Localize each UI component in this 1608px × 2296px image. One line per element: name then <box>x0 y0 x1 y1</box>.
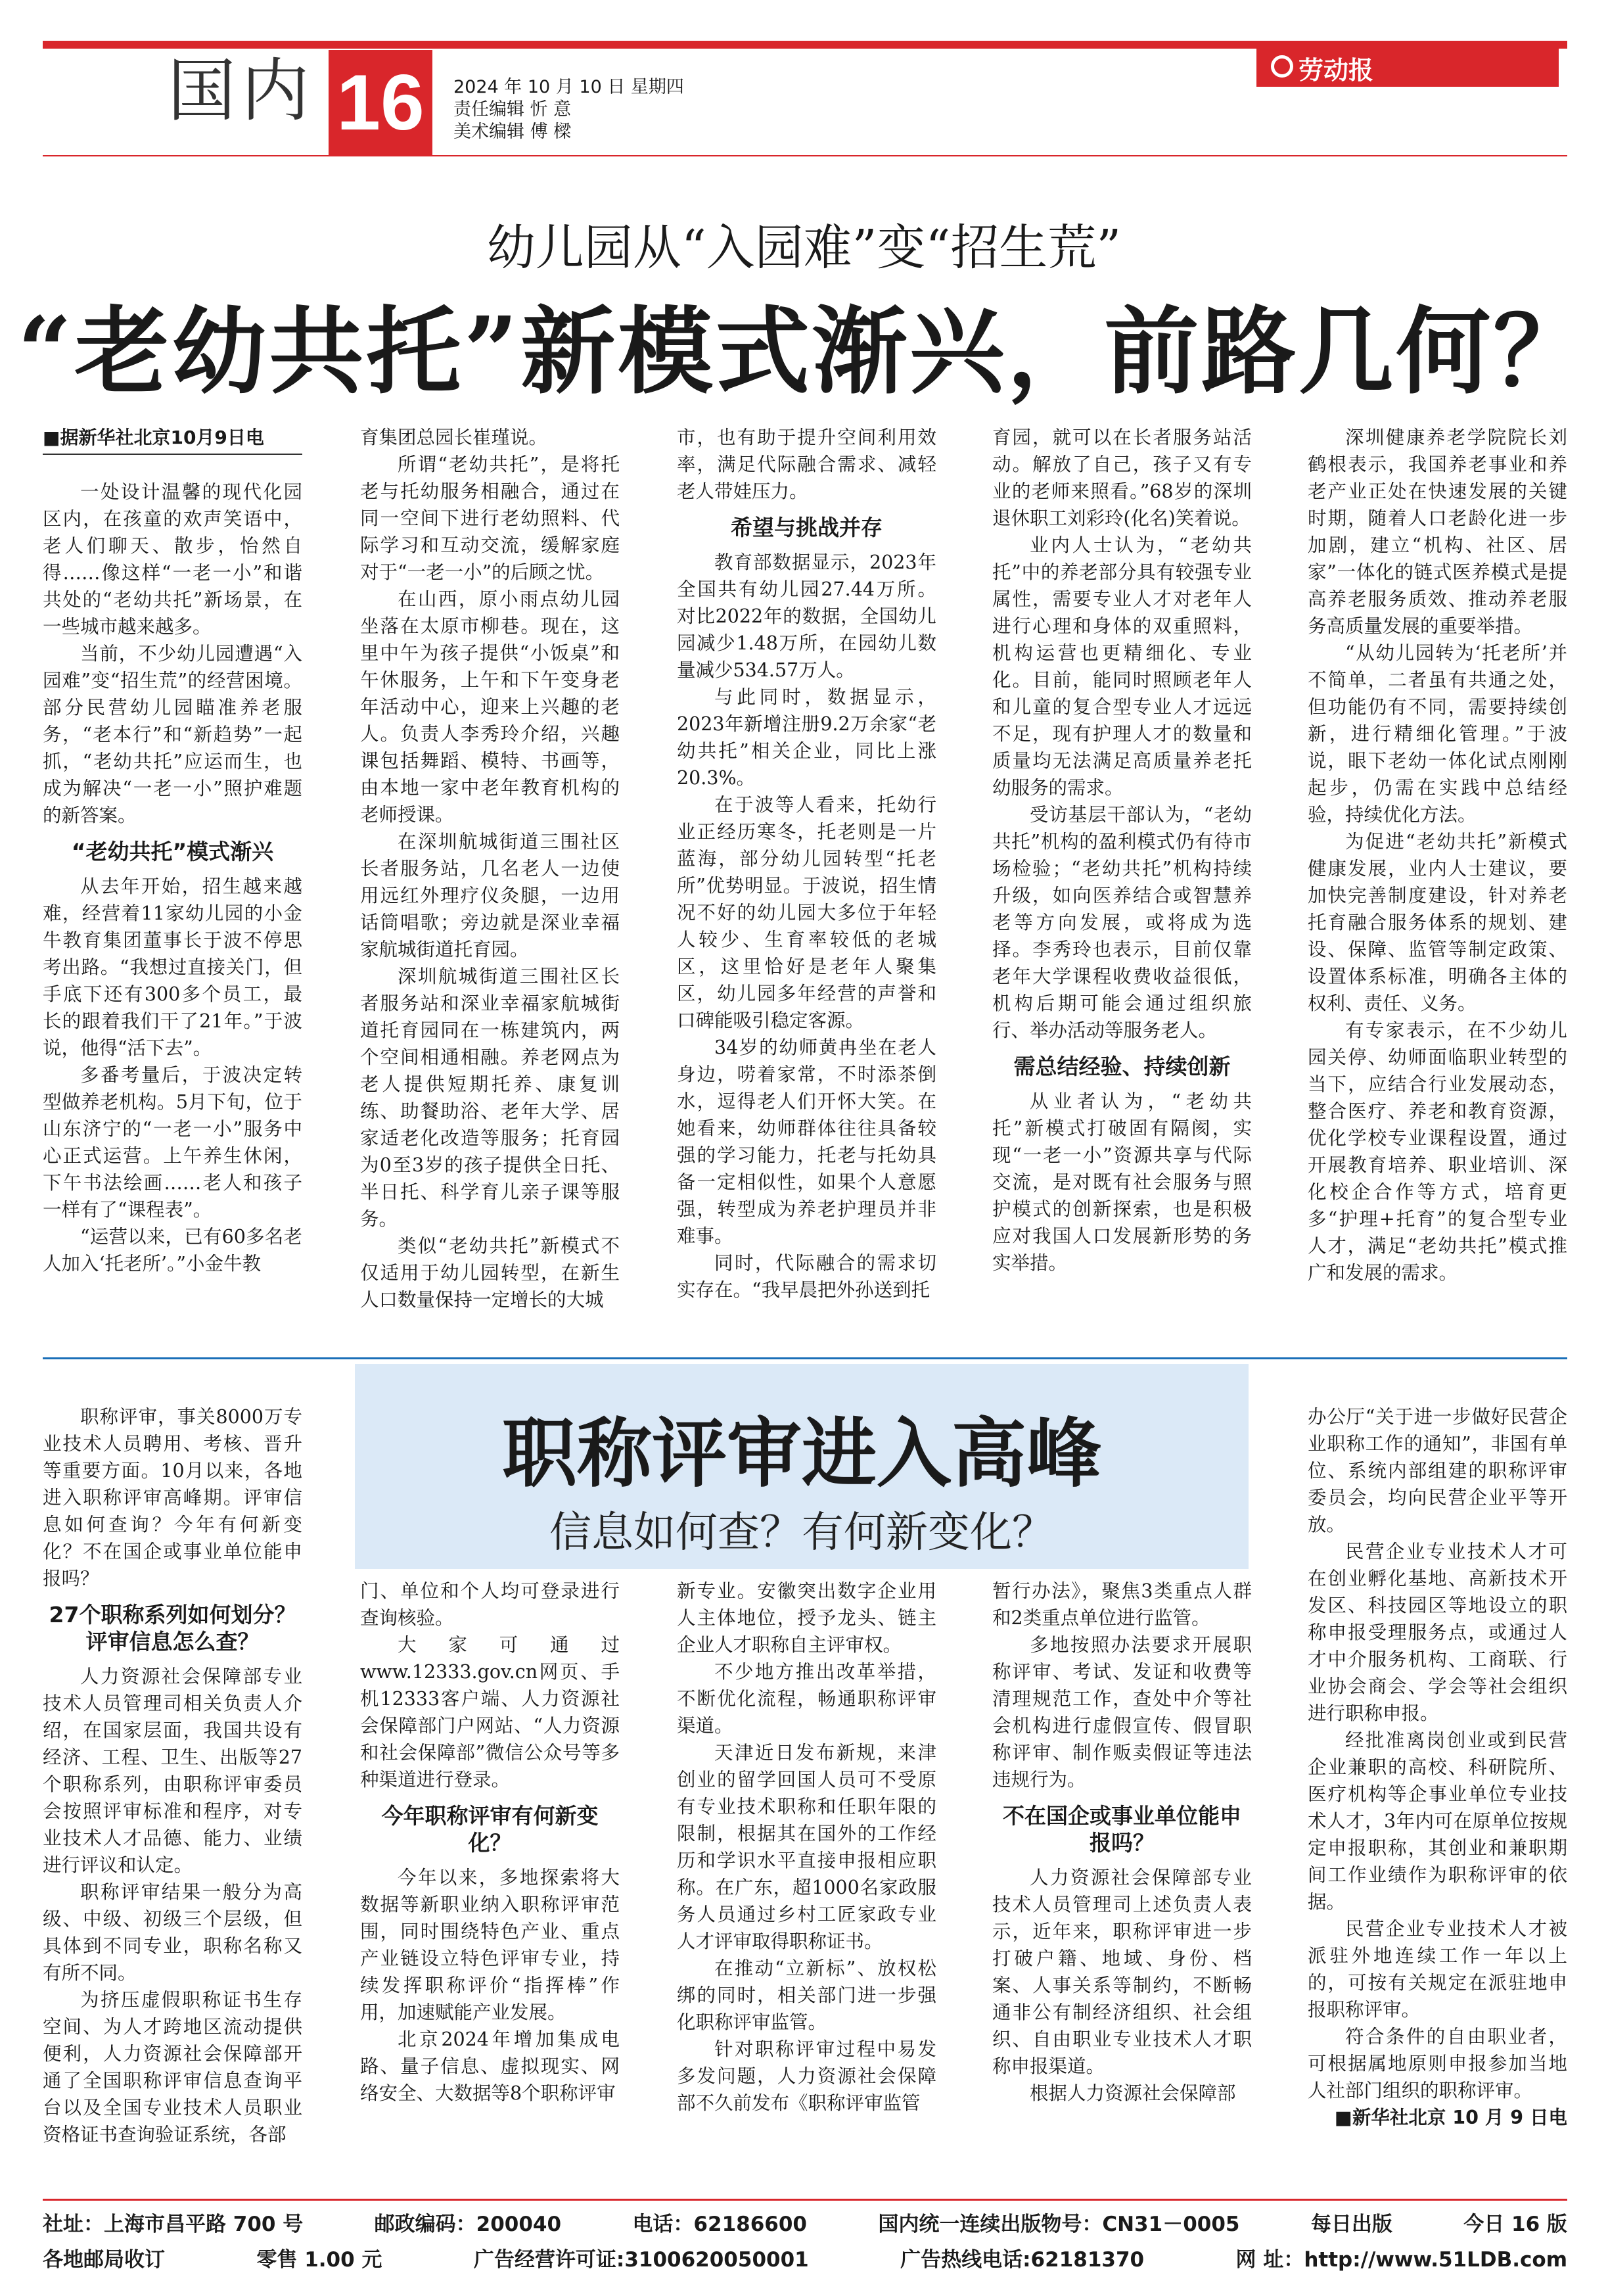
article-divider <box>43 1357 1567 1359</box>
paragraph: “运营以来，已有60多名老人加入‘托老所’。”小金牛教 <box>43 1226 302 1275</box>
article2-column-1 <box>43 1403 302 2148</box>
article1-dateline: ■据新华社北京10月9日电 <box>43 424 302 455</box>
paragraph: 育园，就可以在长者服务站活动。解放了自己，孩子又有专业的老师来照看。”68岁的深圳退休职工刘彩玲(化名)笑着说。 <box>992 427 1252 529</box>
section-title: 国内 <box>168 51 315 131</box>
article2-column-4 <box>992 1578 1252 2107</box>
paragraph: 在深圳航城街道三围社区长者服务站，几名老人一边使用远红外理疗仪灸腿，一边用话筒唱歌；旁边就是深业幸福家航城街道托育园。 <box>360 831 620 960</box>
footer-frequency: 每日出版 <box>1310 2213 1392 2236</box>
paragraph: 育集团总园长崔瑾说。 <box>360 427 548 448</box>
paragraph: 多番考量后，于波决定转型做养老机构。5月下旬，位于山东济宁的“一老一小”服务中心正式运营。上午养生休闲，下午书法绘画……老人和孩子一样有了“课程表”。 <box>43 1064 302 1221</box>
art-editor-line: 美术编辑 傅 樑 <box>453 122 572 142</box>
article2-title: 职称评审进入高峰 <box>501 1409 1101 1497</box>
article1-title: “老幼共托”新模式渐兴，前路几何？ <box>17 296 1591 407</box>
paragraph: 从业者认为，“老幼共托”新模式打破固有隔阂，实现“一老一小”资源共享与代际交流，是对既有社会服务与照护模式的创新探索，也是积极应对我国人口发展新形势的务实举措。 <box>992 1090 1252 1274</box>
paragraph: 类似“老幼共托”新模式不仅适用于幼儿园转型，在新生人口数量保持一定增长的大城 <box>360 1235 620 1311</box>
paragraph: 天津近日发布新规，来津创业的留学回国人员可不受原有专业技术职称和任职年限的限制，根据其在国外的工作经历和学识水平直接申报相应职称。在广东，超1000名家政服务人员通过乡村工匠家政专业人才评审取得职称证书。 <box>677 1742 936 1952</box>
paragraph: 今年以来，多地探索将大数据等新职业纳入职称评审范围，同时围绕特色产业、重点产业链设立特色评审专业，持续发挥职称评价“指挥棒”作用，加速赋能产业发展。 <box>360 1867 620 2023</box>
paragraph: 受访基层干部认为，“老幼共托”机构的盈利模式仍有待市场检验；“老幼共托”机构持续升级，如向医养结合或智慧养老等方向发展，或将成为选择。李秀玲也表示，目前仅靠老年大学课程收费收益很低，机构后期可能会通过组织旅行、举办活动等服务老人。 <box>992 804 1252 1041</box>
paper-name: 劳动报 <box>1298 55 1374 85</box>
article1-column-4 <box>992 424 1252 1277</box>
footer-postcode: 邮政编码：200040 <box>374 2213 562 2236</box>
paragraph: 新专业。安徽突出数字企业用人主体地位，授予龙头、链主企业人才职称自主评审权。 <box>677 1580 936 1656</box>
subheading: 希望与挑战并存 <box>731 515 883 540</box>
paragraph: 不少地方推出改革举措，不断优化流程，畅通职称评审渠道。 <box>677 1661 936 1737</box>
paragraph: 人力资源社会保障部专业技术人员管理司相关负责人介绍，在国家层面，我国共设有经济、工程、卫生、出版等27个职称系列，由职称评审委员会按照评审标准和程序，对专业技术人才品德、能力、业绩进行评议和认定。 <box>43 1666 302 1876</box>
paragraph: 在于波等人看来，托幼行业正经历寒冬，托老则是一片蓝海，部分幼儿园转型“托老所”优势明显。于波说，招生情况不好的幼儿园大多位于年轻人较少、生育率较低的老城区，这里恰好是老年人聚集区，幼儿园多年经营的声誉和口碑能吸引稳定客源。 <box>677 794 936 1031</box>
footer-row-1 <box>43 2207 1567 2237</box>
paragraph: 同时，代际融合的需求切实存在。“我早晨把外孙送到托 <box>677 1252 936 1301</box>
paragraph: 根据人力资源社会保障部 <box>1030 2082 1236 2104</box>
paragraph: 民营企业专业技术人才可在创业孵化基地、高新技术开发区、科技园区等地设立的职称申报受理服务点，或通过人才中介服务机构、工商联、行业协会商会、学会等社会组织进行职称申报。 <box>1308 1541 1567 1724</box>
footer-phone: 电话：62186600 <box>632 2213 807 2236</box>
paragraph: 人力资源社会保障部专业技术人员管理司上述负责人表示，近年来，职称评审进一步打破户籍、地域、身份、档案、人事关系等制约，不断畅通非公有制经济组织、社会组织、自由职业专业技术人才职称申报渠道。 <box>992 1867 1252 2077</box>
footer-price: 零售 1.00 元 <box>256 2248 382 2272</box>
subheading: 27个职称系列如何划分？评审信息怎么查？ <box>49 1602 296 1654</box>
paragraph: 针对职称评审过程中易发多发问题，人力资源社会保障部不久前发布《职称评审监管 <box>677 2038 936 2114</box>
paragraph: 多地按照办法要求开展职称评审、考试、发证和收费等清理规范工作，查处中介等社会机构进行虚假宣传、假冒职称评审、制作贩卖假证等违法违规行为。 <box>992 1634 1252 1791</box>
editor-line: 责任编辑 忻 意 <box>453 99 572 120</box>
paragraph: 经批准离岗创业或到民营企业兼职的高校、科研院所、医疗机构等企事业单位专业技术人才，3年内可在原单位按规定申报职称，其创业和兼职期间工作业绩作为职称评审的依据。 <box>1308 1729 1567 1913</box>
paragraph: “从幼儿园转为‘托老所’并不简单，二者虽有共通之处，但功能仍有不同，需要持续创新，进行精细化管理。”于波说，眼下老幼一体化试点刚刚起步，仍需在实践中总结经验，持续优化方法。 <box>1308 642 1567 826</box>
paragraph: 业内人士认为，“老幼共托”中的养老部分具有较强专业属性，需要专业人才对老年人进行心理和身体的双重照料，机构运营也更精细化、专业化。目前，能同时照顾老年人和儿童的复合型专业人才远远不足，现有护理人才的数量和质量均无法满足高质量养老托幼服务的需求。 <box>992 534 1252 799</box>
paragraph: 在推动“立新标”、放权松绑的同时，相关部门进一步强化职称评审监管。 <box>677 1957 936 2033</box>
footer-cn-number: 国内统一连续出版物号：CN31－0005 <box>878 2213 1240 2236</box>
subheading: “老幼共托”模式渐兴 <box>71 839 274 864</box>
logo-icon <box>1271 55 1293 78</box>
page-number: 16 <box>329 50 432 155</box>
paragraph: 教育部数据显示，2023年全国共有幼儿园27.44万所。对比2022年的数据，全国幼儿园减少1.48万所，在园幼儿数量减少534.57万人。 <box>677 551 936 681</box>
paragraph: 大家可通过www.12333.gov.cn网页、手机12333客户端、人力资源社会保障部门户网站、“人力资源和社会保障部”微信公众号等多种渠道进行登录。 <box>360 1634 620 1791</box>
article1-column-2 <box>360 424 620 1313</box>
paragraph: 办公厅“关于进一步做好民营企业职称工作的通知”，非国有单位、系统内部组建的职称评审委员会，均向民营企业平等开放。 <box>1308 1406 1567 1535</box>
subheading: 需总结经验、持续创新 <box>1013 1054 1231 1079</box>
paragraph: 当前，不少幼儿园遭遇“入园难”变“招生荒”的经营困境。部分民营幼儿园瞄准养老服务，“老本行”和“新趋势”一起抓，“老幼共托”应运而生，也成为解决“一老一小”照护难题的新答案。 <box>43 643 302 826</box>
paragraph: 与此同时，数据显示，2023年新增注册9.2万余家“老幼共托”相关企业，同比上涨20.3%。 <box>677 686 936 789</box>
footer-website[interactable]: 网 址：http://www.51LDB.com <box>1235 2248 1567 2272</box>
article1-column-1 <box>43 424 302 1277</box>
paragraph: 所谓“老幼共托”，是将托老与托幼服务相融合，通过在同一空间下进行老幼照料、代际学习和互动交流，缓解家庭对于“一老一小”的后顾之忧。 <box>360 454 620 583</box>
paragraph: 民营企业专业技术人才被派驻外地连续工作一年以上的，可按有关规定在派驻地申报职称评审。 <box>1308 1918 1567 2021</box>
article2-subtitle: 信息如何查？有何新变化？ <box>549 1509 1054 1557</box>
paragraph: 职称评审结果一般分为高级、中级、初级三个层级，但具体到不同专业，职称名称又有所不同。 <box>43 1881 302 1984</box>
paragraph: 34岁的幼师黄冉坐在老人身边，唠着家常，不时添茶倒水，逗得老人们开怀大笑。在她看来，幼师群体往往具备较强的学习能力，托老与托幼具备一定相似性，如果个人意愿强，转型成为养老护理员并非难事。 <box>677 1037 936 1247</box>
paragraph: 从去年开始，招生越来越难，经营着11家幼儿园的小金牛教育集团董事长于波不停思考出路。“我想过直接关门，但手底下还有300多个员工，最长的跟着我们干了21年。”于波说，他得“活下去”。 <box>43 876 302 1059</box>
footer-row-2 <box>43 2243 1567 2272</box>
footer-ad-license: 广告经营许可证:3100620050001 <box>473 2248 809 2272</box>
date-line: 2024 年 10 月 10 日 星期四 <box>453 77 684 97</box>
footer-pages: 今日 16 版 <box>1463 2213 1567 2236</box>
masthead-bottom-rule <box>43 155 1567 156</box>
paragraph: 在山西，原小雨点幼儿园坐落在太原市柳巷。现在，这里中午为孩子提供“小饭桌”和午休服务，上午和下午变身老年活动中心，迎来上兴趣的老人。负责人李秀玲介绍，兴趣课包括舞蹈、模特、书画等，由本地一家中老年教育机构的老师授课。 <box>360 588 620 826</box>
paragraph: 符合条件的自由职业者，可根据属地原则申报参加当地人社部门组织的职称评审。 <box>1308 2026 1567 2101</box>
paragraph: 为挤压虚假职称证书生存空间、为人才跨地区流动提供便利，人力资源社会保障部开通了全国职称评审信息查询平台以及全国专业技术人员职业资格证书查询验证系统，各部 <box>43 1989 302 2145</box>
article2-column-3 <box>677 1578 936 2117</box>
paragraph: 有专家表示，在不少幼儿园关停、幼师面临职业转型的当下，应结合行业发展动态，整合医疗、养老和教育资源，优化学校专业课程设置，通过开展教育培养、职业培训、深化校企合作等方式，培育更多“护理+托育”的复合型专业人才，满足“老幼共托”模式推广和发展的需求。 <box>1308 1019 1567 1284</box>
subheading: 不在国企或事业单位能申报吗？ <box>1003 1803 1241 1856</box>
subheading: 今年职称评审有何新变化？ <box>381 1803 599 1856</box>
paragraph: 深圳健康养老学院院长刘鹤根表示，我国养老事业和养老产业正处在快速发展的关键时期，随着人口老龄化进一步加剧，建立“机构、社区、居家”一体化的链式医养模式是提高养老服务质效、推动养老服务高质量发展的重要举措。 <box>1308 427 1567 637</box>
top-red-rule <box>43 41 1567 49</box>
footer-rule <box>43 2199 1567 2201</box>
footer-subscribe: 各地邮局收订 <box>43 2248 165 2272</box>
article2-credit: ■新华社北京 10 月 9 日电 <box>1334 2107 1567 2128</box>
paragraph: 市，也有助于提升空间利用效率，满足代际融合需求、减轻老人带娃压力。 <box>677 427 936 502</box>
paragraph: 北京2024年增加集成电路、量子信息、虚拟现实、网络安全、大数据等8个职称评审 <box>360 2028 620 2104</box>
footer-ad-hotline: 广告热线电话:62181370 <box>900 2248 1145 2272</box>
paragraph: 暂行办法》，聚焦3类重点人群和2类重点单位进行监管。 <box>992 1580 1252 1629</box>
paper-logo <box>1256 49 1559 87</box>
paragraph: 门、单位和个人均可登录进行查询核验。 <box>360 1580 620 1629</box>
article1-column-3 <box>677 424 936 1303</box>
paragraph: 为促进“老幼共托”新模式健康发展，业内人士建议，要加快完善制度建设，针对养老托育融合服务体系的规划、建设、保障、监管等制定政策、设置体系标准，明确各主体的权利、责任、义务。 <box>1308 831 1567 1014</box>
article2-column-5 <box>1308 1403 1567 2131</box>
article1-column-5 <box>1308 424 1567 1286</box>
paragraph: 职称评审，事关8000万专业技术人员聘用、考核、晋升等重要方面。10月以来，各地进入职称评审高峰期。评审信息如何查询？今年有何新变化？不在国企或事业单位能申报吗？ <box>43 1406 302 1589</box>
paragraph: 深圳航城街道三围社区长者服务站和深业幸福家航城街道托育园同在一栋建筑内，两个空间相通相融。养老网点为老人提供短期托养、康复训练、助餐助浴、老年大学、居家适老化改造等服务；托育园为0至3岁的孩子提供全日托、半日托、科学育儿亲子课等服务。 <box>360 966 620 1230</box>
article2-column-2 <box>360 1578 620 2107</box>
article1-subtitle: 幼儿园从“入园难”变“招生荒” <box>486 220 1122 276</box>
paragraph: 一处设计温馨的现代化园区内，在孩童的欢声笑语中，老人们聊天、散步，怡然自得……像这样“一老一小”和谐共处的“老幼共托”新场景，在一些城市越来越多。 <box>43 481 302 638</box>
footer-address: 社址：上海市昌平路 700 号 <box>43 2213 304 2236</box>
